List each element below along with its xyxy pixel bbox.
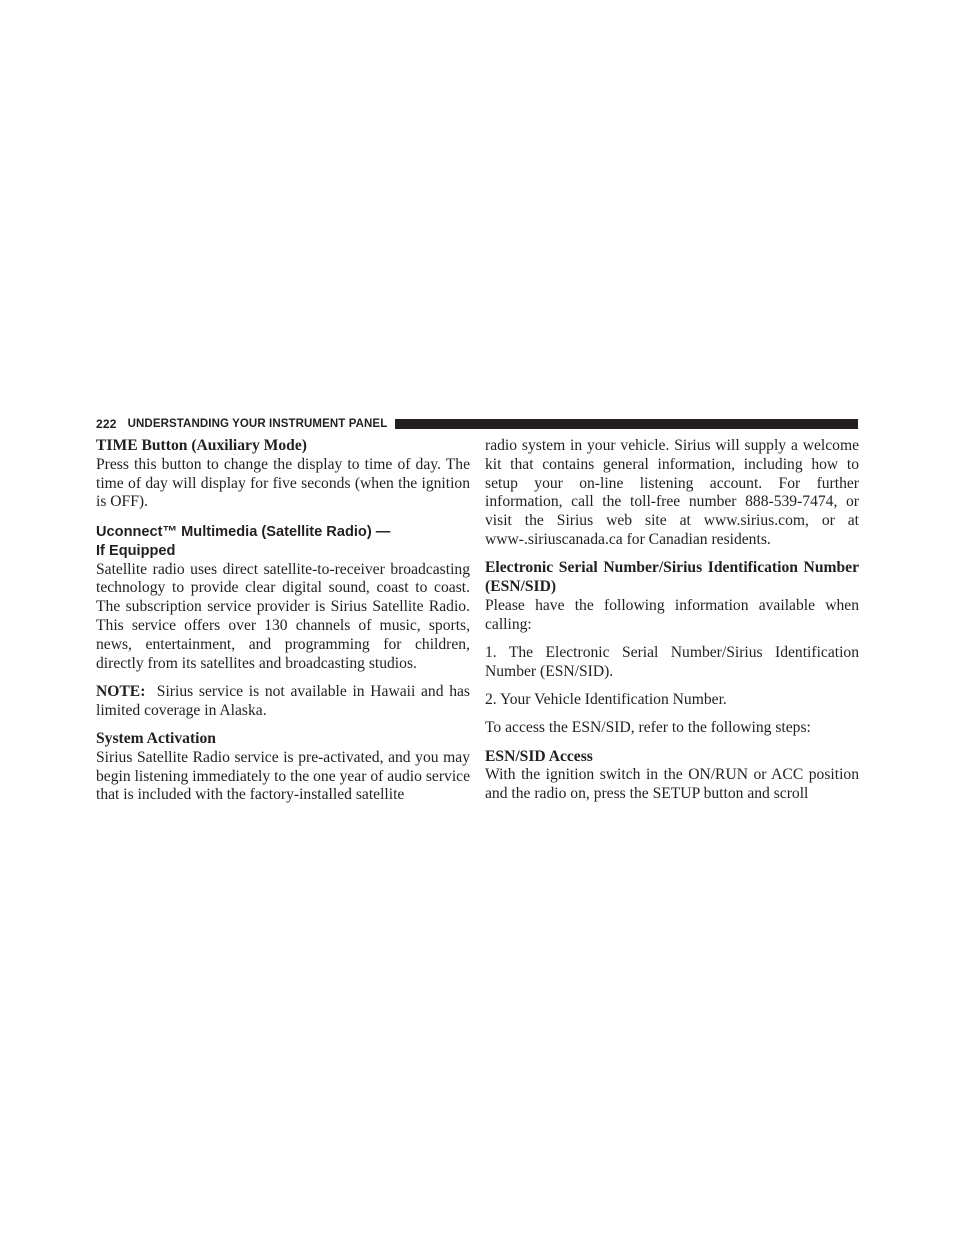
satellite-paragraph: Satellite radio uses direct satellite-to-receiver broadcasting technology to provide clear digital sound, coast to coast. The subscription service provider is Sirius Satellite Radio. This service offers over 130 channels of music, sports, news, entertainment, and programming for children, directly from its satellites and broadcasting studios. xyxy=(96,560,470,672)
list-item: 1. The Electronic Serial Number/Sirius Identification Number (ESN/SID). xyxy=(485,643,859,680)
activation-paragraph: Sirius Satellite Radio service is pre-activated, and you may begin listening immediately to the one year of audio service that is included with the factory-installed satellite xyxy=(96,748,470,804)
page-header xyxy=(96,417,858,431)
uconnect-heading-line2: If Equipped xyxy=(96,542,176,559)
uconnect-heading-line1: Uconnect™ Multimedia (Satellite Radio) — xyxy=(96,523,391,540)
access-paragraph: With the ignition switch in the ON/RUN or ACC position and the radio on, press the SETUP button and scroll xyxy=(485,766,859,803)
list-item: 2. Your Vehicle Identification Number. xyxy=(485,691,727,709)
access-intro-paragraph: To access the ESN/SID, refer to the following steps: xyxy=(485,719,811,737)
section-title: UNDERSTANDING YOUR INSTRUMENT PANEL xyxy=(127,418,388,430)
note-label: NOTE: xyxy=(96,682,146,700)
uconnect-heading xyxy=(96,523,470,561)
note-paragraph xyxy=(96,683,470,721)
time-button-paragraph: Press this button to change the display to time of day. The time of day will display for five seconds (when the ignition is OFF). xyxy=(96,455,470,511)
activation-heading: System Activation xyxy=(96,730,216,748)
esn-intro-paragraph: Please have the following information available when calling: xyxy=(485,596,859,633)
esn-heading: Electronic Serial Number/Sirius Identification Number (ESN/SID) xyxy=(485,559,859,596)
left-column xyxy=(96,437,470,805)
right-column xyxy=(485,437,859,804)
page-number: 222 xyxy=(96,417,117,431)
time-button-heading: TIME Button (Auxiliary Mode) xyxy=(96,437,307,454)
activation-continued-paragraph: radio system in your vehicle. Sirius will supply a welcome kit that contains general information, including how to setup your on-line listening account. For further information, call the toll-free number 888-539-7474, or visit the Sirius web site at www.sirius.com, or at www-.siriuscanada.ca for Canadian residents. xyxy=(485,437,859,548)
access-heading: ESN/SID Access xyxy=(485,747,593,765)
note-text: Sirius service is not available in Hawaii and has limited coverage in Alaska. xyxy=(96,682,470,719)
header-rule xyxy=(395,419,858,429)
